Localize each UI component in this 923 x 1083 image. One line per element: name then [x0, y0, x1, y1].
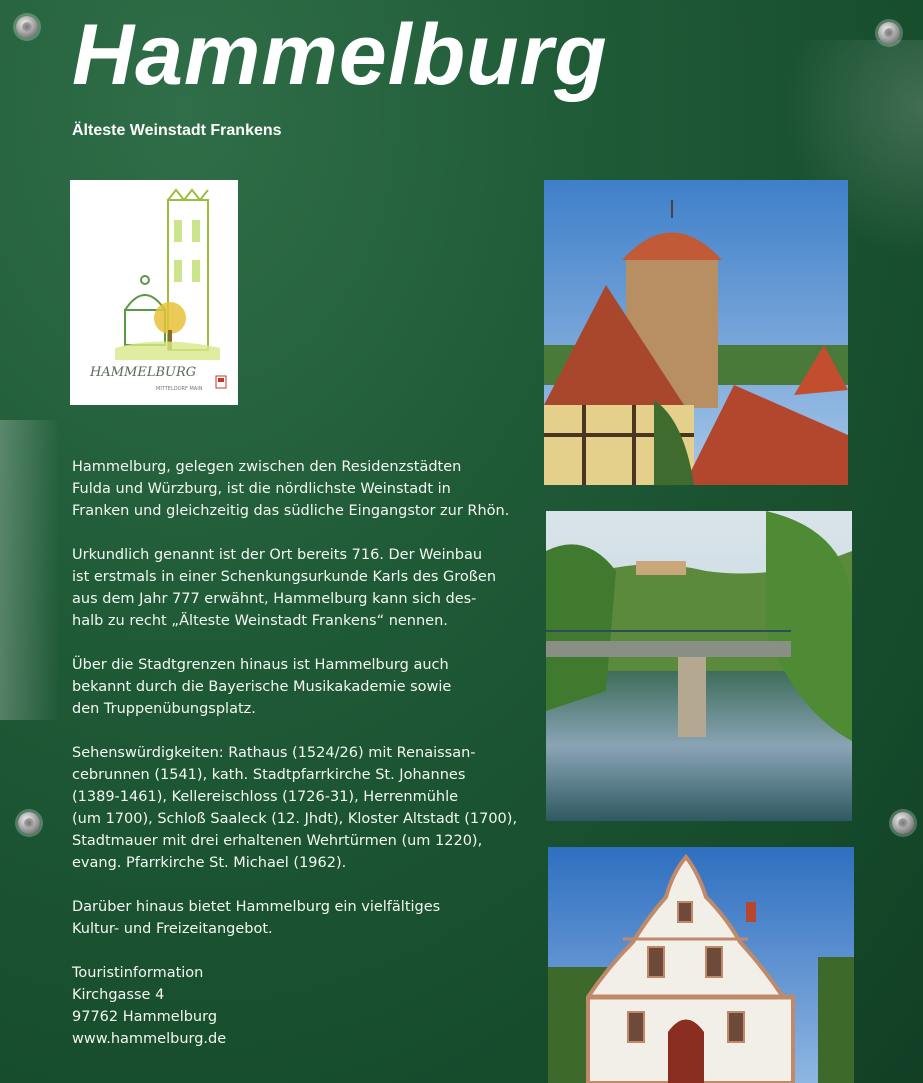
paragraph-location: Hammelburg, gelegen zwischen den Residenzstädten Fulda und Würzburg, ist die nördlichste Weinstadt in Franken und gleichzeitig das südliche Eingangstor zur Rhön.	[72, 459, 510, 519]
mounting-screw-icon	[16, 16, 38, 38]
sign-title: Hammelburg	[72, 7, 608, 103]
sign-subtitle: Älteste Weinstadt Frankens	[72, 122, 282, 139]
town-logo	[70, 180, 238, 405]
photo-river-bridge	[546, 511, 852, 821]
paragraph-history: Urkundlich genannt ist der Ort bereits 716. Der Weinbau ist erstmals in einer Schenkungsurkunde Karls des Großen aus dem Jahr 777 erwähnt, Hammelburg kann sich des- halb zu recht „Älteste Weinstadt Frankens“ nennen.	[72, 547, 497, 629]
mounting-screw-icon	[878, 22, 900, 44]
contact-block: Touristinformation Kirchgasse 4 97762 Hammelburg www.hammelburg.de	[72, 965, 227, 1047]
photo-tower	[544, 180, 848, 485]
logo-wordmark: HAMMELBURG	[90, 365, 197, 380]
mounting-screw-icon	[892, 812, 914, 834]
paragraph-fame: Über die Stadtgrenzen hinaus ist Hammelburg auch bekannt durch die Bayerische Musikakademie sowie den Truppenübungsplatz.	[72, 657, 452, 717]
paragraph-sights: Sehenswürdigkeiten: Rathaus (1524/26) mit Renaissan- cebrunnen (1541), kath. Stadtpfarrkirche St. Johannes (1389-1461), Kellereischloss (1726-31), Herrenmühle (um 1700), Schloß Saaleck (12. Jhdt), Kloster Altstadt (1700), Stadtmauer mit drei erhaltenen Wehrtürmen (um 1220), evang. Pfarrkirche St. Michael (1962).	[72, 745, 518, 871]
paragraph-culture: Darüber hinaus bietet Hammelburg ein vielfältiges Kultur- und Freizeitangebot.	[72, 899, 441, 937]
light-glare	[0, 420, 60, 720]
description-text	[72, 456, 532, 1050]
logo-tagline: MITTELDORF MAIN	[156, 386, 203, 392]
photo-baroque-building	[548, 847, 854, 1083]
mounting-screw-icon	[18, 812, 40, 834]
logo-illustration	[70, 180, 238, 405]
